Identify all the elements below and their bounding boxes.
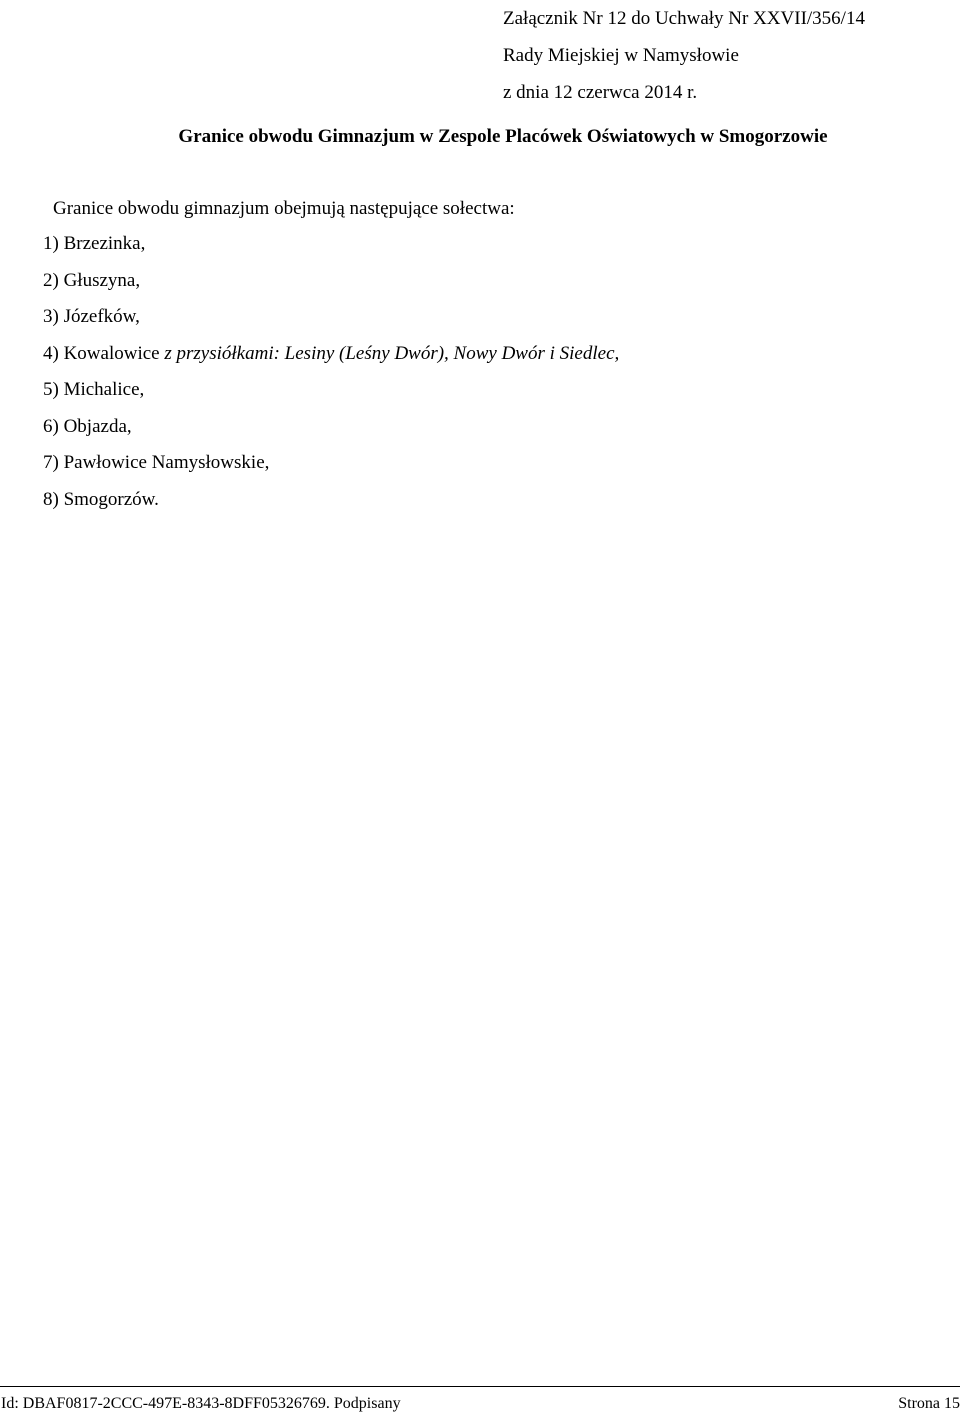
intro-paragraph: Granice obwodu gimnazjum obejmują następujące sołectwa: <box>53 198 515 219</box>
list-item-plain-text: 4) Kowalowice <box>43 342 165 364</box>
document-title: Granice obwodu Gimnazjum w Zespole Placówek Oświatowych w Smogorzowie <box>178 126 828 147</box>
list-item: 8) Smogorzów. <box>43 488 159 510</box>
attachment-header-line-1: Załącznik Nr 12 do Uchwały Nr XXVII/356/14 <box>503 8 865 29</box>
document-id-text: Id: DBAF0817-2CCC-497E-8343-8DFF05326769. Podpisany <box>1 1395 401 1412</box>
page-number: Strona 15 <box>898 1395 960 1412</box>
page-footer <box>0 1386 960 1414</box>
list-item: 6) Objazda, <box>43 415 132 437</box>
village-list <box>43 229 619 521</box>
list-item: 7) Pawłowice Namysłowskie, <box>43 452 270 473</box>
attachment-header-line-2: Rady Miejskiej w Namysłowie <box>503 45 739 66</box>
list-item <box>43 339 619 376</box>
list-item: 3) Józefków, <box>43 306 140 327</box>
attachment-header <box>503 0 865 111</box>
attachment-header-line-3: z dnia 12 czerwca 2014 r. <box>503 82 698 103</box>
list-item: 5) Michalice, <box>43 379 145 400</box>
list-item: 2) Głuszyna, <box>43 269 141 291</box>
list-item-italic-text: z przysiółkami: Lesiny (Leśny Dwór), Nowy Dwór i Siedlec, <box>164 342 620 364</box>
list-item: 1) Brzezinka, <box>43 233 146 254</box>
